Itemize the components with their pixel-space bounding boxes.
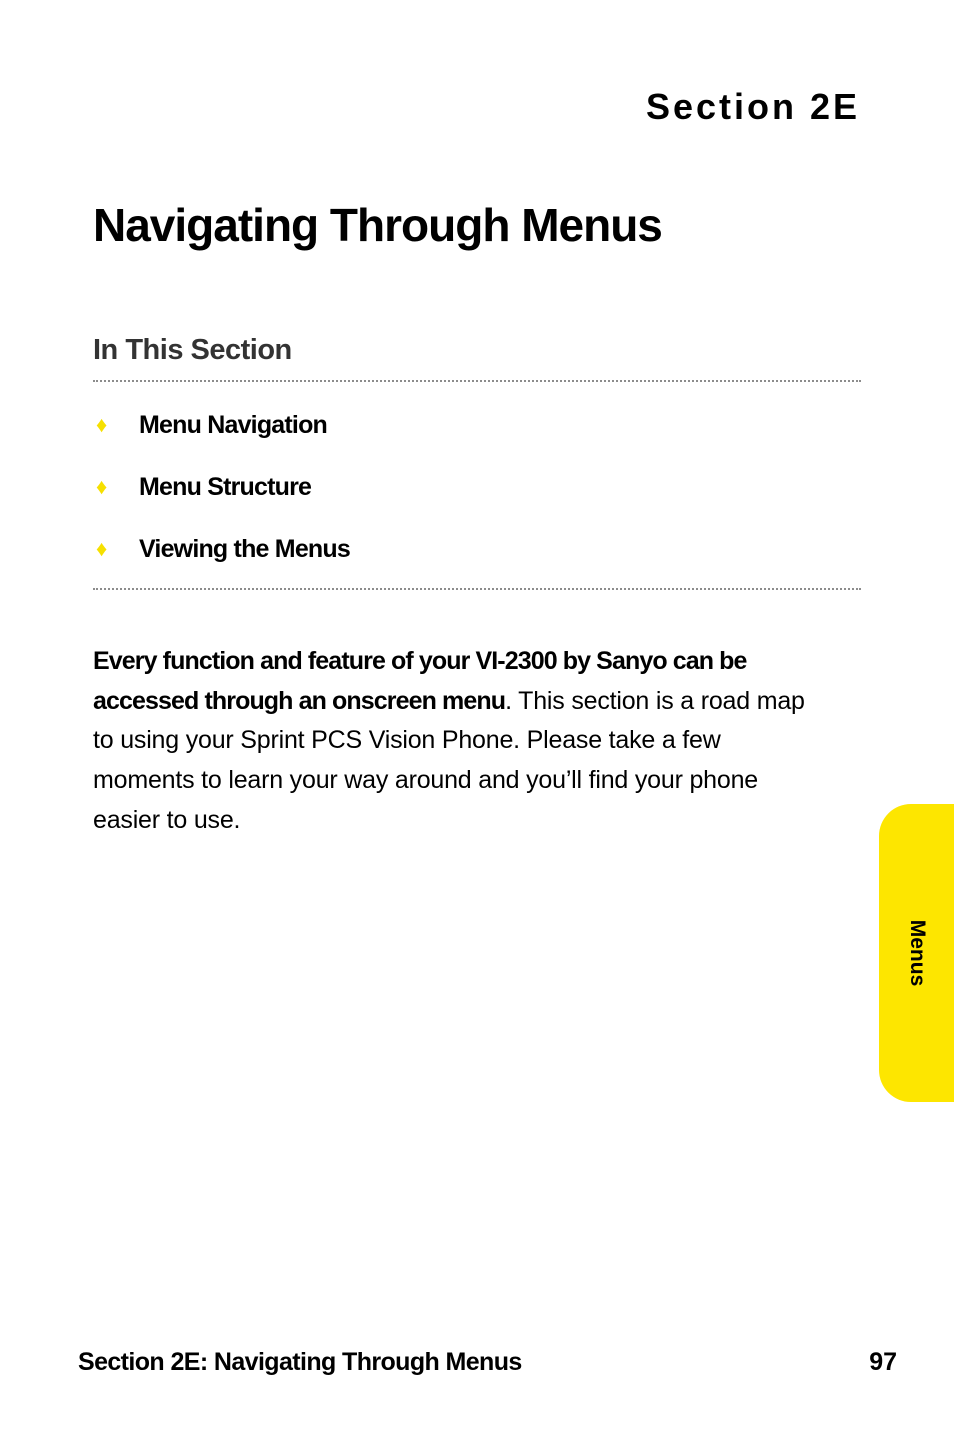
intro-lead: Every function and feature of your VI-2300 by Sanyo can be accessed through an onscreen menu xyxy=(93,647,747,715)
topic-label: Menu Structure xyxy=(139,472,312,501)
section-label: Section 2E xyxy=(645,86,860,127)
in-this-section-heading: In This Section xyxy=(93,334,292,366)
intro-body: . This section is a road map to using your Sprint PCS Vision Phone. Please take a few moments to learn your way around and you’ll find your phone easier to use. xyxy=(93,686,805,834)
side-tab-label: Menus xyxy=(905,919,929,987)
diamond-bullet-icon: ♦ xyxy=(96,412,108,437)
dotted-divider-bottom xyxy=(93,588,861,590)
list-item xyxy=(93,394,861,456)
chapter-title: Navigating Through Menus xyxy=(93,199,662,251)
side-tab-menus xyxy=(879,804,954,1102)
topic-label: Viewing the Menus xyxy=(139,534,350,563)
diamond-bullet-icon: ♦ xyxy=(96,536,108,561)
topic-label: Menu Navigation xyxy=(139,410,328,439)
list-item xyxy=(93,518,861,580)
list-item xyxy=(93,456,861,518)
diamond-bullet-icon: ♦ xyxy=(96,474,108,499)
footer-title: Section 2E: Navigating Through Menus xyxy=(78,1348,522,1376)
page-number: 97 xyxy=(869,1348,897,1376)
section-topics-list xyxy=(93,382,861,588)
intro-paragraph xyxy=(93,642,813,841)
in-this-section-box xyxy=(93,330,861,590)
